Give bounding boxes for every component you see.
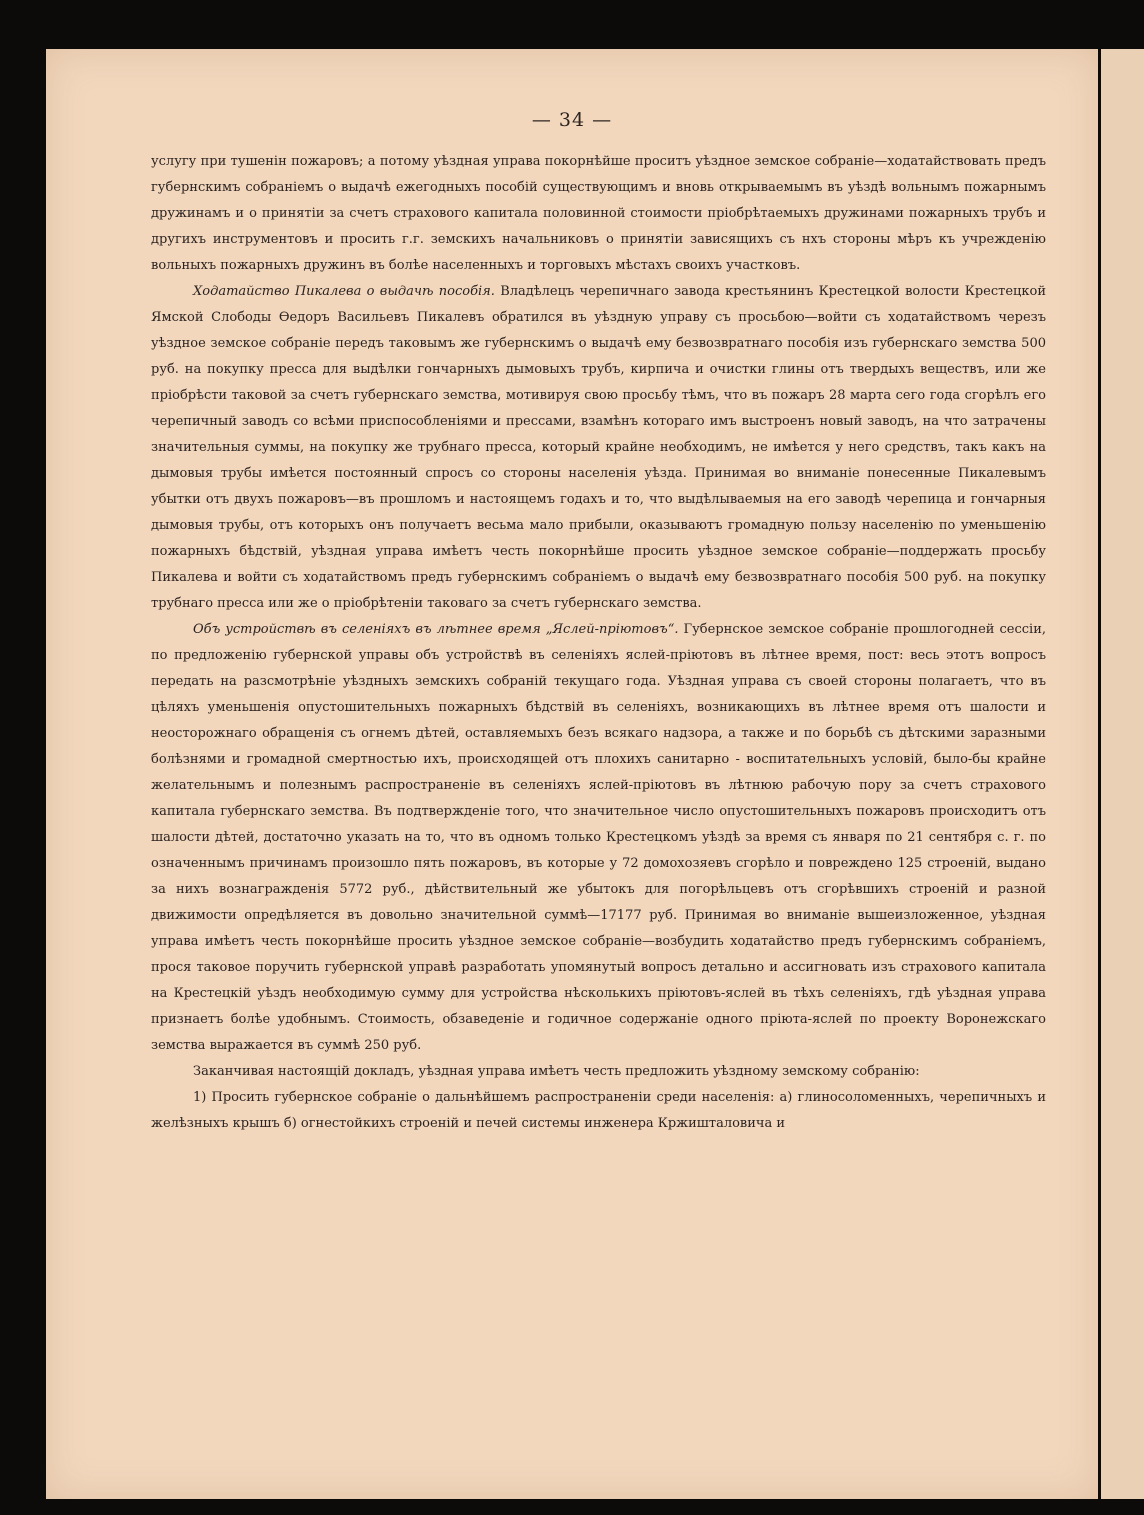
paragraph-text: 1) Просить губернское собраніе о дальнѣйшемъ распространеніи среди населенія: а) глиносоломенныхъ, черепичныхъ и желѣзныхъ крышъ б) огнестойкихъ строеній и печей системы инженера Кржишталовича и [151, 1090, 1046, 1131]
section-heading: Ходатайство Пикалева о выдачѣ пособія. [193, 284, 495, 299]
paragraph-text: Владѣлецъ черепичнаго завода крестьянинъ Крестецкой волости Крестецкой Ямской Слободы Ѳедоръ Васильевъ Пикалевъ обратился въ уѣздную управу съ просьбою—войти съ ходатайствомъ черезъ уѣздное земское собраніе передъ таковымъ же губернскимъ о выдачѣ ему безвозвратнаго пособія изъ губернскаго земства 500 руб. на покупку пресса для выдѣлки гончарныхъ дымовыхъ трубъ, кирпича и очистки глины отъ твердыхъ веществъ, или же пріобрѣсти таковой за счетъ губернскаго земства, мотивируя свою просьбу тѣмъ, что въ пожаръ 28 марта сего года сгорѣлъ его черепичный заводъ со всѣми приспособленіями и прессами, взамѣнъ котораго имъ выстроенъ новый заводъ, на что затрачены значительныя суммы, на покупку же трубнаго пресса, который крайне необходимъ, не имѣется у него средствъ, такъ какъ на дымовыя трубы имѣется постоянный спросъ со стороны населенія уѣзда. Принимая во вниманіе понесенные Пикалевымъ убытки отъ двухъ пожаровъ—въ прошломъ и настоящемъ годахъ и то, что выдѣлываемыя на его заводѣ черепица и гончарныя дымовыя трубы, отъ которыхъ онъ получаетъ весьма мало прибыли, оказываютъ громадную пользу населенію по уменьшенію пожарныхъ бѣдствій, уѣздная управа имѣетъ честь покорнѣйше просить уѣздное земское собраніе—поддержать просьбу Пикалева и войти съ ходатайствомъ предъ губернскимъ собраніемъ о выдачѣ ему безвозвратнаго пособія 500 руб. на покупку трубнаго пресса или же о пріобрѣтеніи таковаго за счетъ губернскаго земства. [151, 284, 1046, 611]
page-body [151, 149, 1046, 1137]
paragraph-fire-brigades [151, 149, 1046, 279]
paragraph-nursery-shelters [151, 617, 1046, 1059]
paragraph-text: Губернское земское собраніе прошлогодней сессіи, по предложенію губернской управы объ устройствѣ въ селеніяхъ яслей-пріютовъ въ лѣтнее время, пост: весь этотъ вопросъ передать на разсмотрѣніе уѣздныхъ земскихъ собраній текущаго года. Уѣздная управа съ своей стороны полагаетъ, что въ цѣляхъ уменьшенія опустошительныхъ пожарныхъ бѣдствій въ селеніяхъ, возникающихъ въ лѣтнее время отъ шалости и неосторожнаго обращенія съ огнемъ дѣтей, оставляемыхъ безъ всякаго надзора, а также и по борьбѣ съ дѣтскими заразными болѣзнями и громадной смертностью ихъ, происходящей отъ плохихъ санитарно - воспитательныхъ условій, было-бы крайне желательнымъ и полезнымъ распространеніе въ селеніяхъ яслей-пріютовъ въ лѣтнюю рабочую пору за счетъ страхового капитала губернскаго земства. Въ подтвержденіе того, что значительное число опустошительныхъ пожаровъ происходитъ отъ шалости дѣтей, достаточно указать на то, что въ одномъ только Крестецкомъ уѣздѣ за время съ января по 21 сентября с. г. по означеннымъ причинамъ произошло пять пожаровъ, въ которые у 72 домохозяевъ сгорѣло и повреждено 125 строеній, выдано за нихъ вознагражденія 5772 руб., дѣйствительный же убытокъ для погорѣльцевъ отъ сгорѣвшихъ строеній и разной движимости опредѣляется въ довольно значительной суммѣ—17177 руб. Принимая во вниманіе вышеизложенное, уѣздная управа имѣетъ честь покорнѣйше просить уѣздное земское собраніе—возбудить ходатайство предъ губернскимъ собраніемъ, прося таковое поручить губернской управѣ разработать упомянутый вопросъ детально и ассигновать изъ страхового капитала на Крестецкій уѣздъ необходимую сумму для устройства нѣсколькихъ пріютовъ-яслей въ тѣхъ селеніяхъ, гдѣ уѣздная управа признаетъ болѣе удобнымъ. Стоимость, обзаведеніе и годичное содержаніе одного пріюта-яслей по проекту Воронежскаго земства выражается въ суммѣ 250 руб. [151, 622, 1046, 1053]
paragraph-text: услугу при тушенін пожаровъ; а потому уѣздная управа покорнѣйше проситъ уѣздное земское собраніе—ходатайствовать предъ губернскимъ собраніемъ о выдачѣ ежегодныхъ пособій существующимъ и вновь открываемымъ въ уѣздѣ вольнымъ пожарнымъ дружинамъ и о принятіи за счетъ страхового капитала половинной стоимости пріобрѣтаемыхъ дружинами пожарныхъ трубъ и другихъ инструментовъ и просить г.г. земскихъ начальниковъ о принятіи зависящихъ съ нхъ стороны мѣръ къ учрежденію вольныхъ пожарныхъ дружинъ въ болѣе населенныхъ и торговыхъ мѣстахъ своихъ участковъ. [151, 154, 1046, 273]
section-heading: Объ устройствѣ въ селеніяхъ въ лѣтнее время „Яслей-пріютовъ“. [193, 622, 679, 637]
paragraph-conclusion [151, 1059, 1046, 1085]
paragraph-pikalev-petition [151, 279, 1046, 617]
paragraph-proposal-1 [151, 1085, 1046, 1137]
page-number: — 34 — [531, 109, 613, 131]
document-page [46, 49, 1098, 1499]
paragraph-text: Заканчивая настоящій докладъ, уѣздная управа имѣетъ честь предложить уѣздному земскому собранію: [193, 1064, 920, 1079]
adjacent-page-edge [1101, 49, 1144, 1499]
